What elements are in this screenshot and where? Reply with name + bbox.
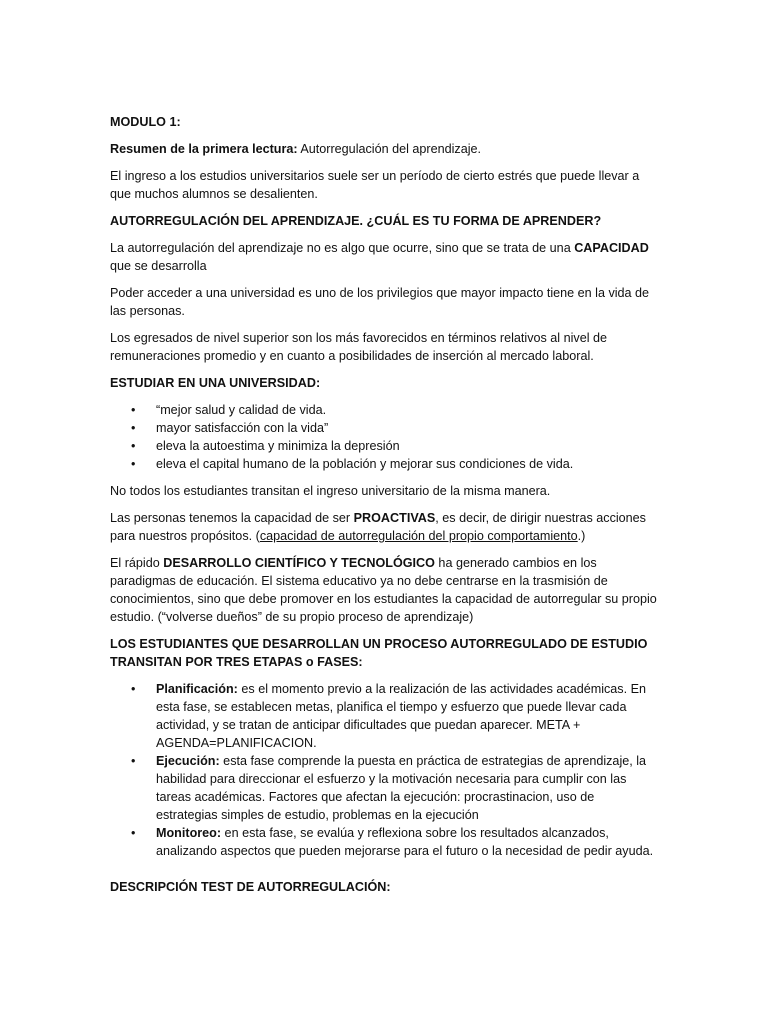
- paragraph-poder: Poder acceder a una universidad es uno de los privilegios que mayor impacto tiene en la vida de las personas.: [110, 286, 650, 318]
- heading-estudiar: ESTUDIAR EN UNA UNIVERSIDAD:: [110, 376, 321, 390]
- paragraph-proactivas: Las personas tenemos la capacidad de ser PROACTIVAS, es decir, de dirigir nuestras acciones para nuestros propósitos. (capacidad de autorregulación del propio comportamiento.): [110, 511, 646, 543]
- list-item: • eleva la autoestima y minimiza la depresión: [110, 437, 658, 455]
- paragraph-notodos: No todos los estudiantes transitan el ingreso universitario de la misma manera.: [110, 484, 551, 498]
- list-item-planificacion: • Planificación: es el momento previo a la realización de las actividades académicas. En esta fase, se establecen metas, planifica el tiempo y esfuerzo que puede llevar cada actividad, y se tratan de anticipar dificultades que puedan aparecer. META + AGENDA=PLANIFICACION.: [110, 680, 658, 752]
- heading-etapas: LOS ESTUDIANTES QUE DESARROLLAN UN PROCESO AUTORREGULADO DE ESTUDIO TRANSITAN POR TRES ETAPAS o FASES:: [110, 637, 648, 669]
- module-title: MODULO 1:: [110, 115, 181, 129]
- document-body: [110, 113, 658, 905]
- list-item: • “mejor salud y calidad de vida.: [110, 401, 658, 419]
- list-item: • mayor satisfacción con la vida”: [110, 419, 658, 437]
- list-item-ejecucion: • Ejecución: esta fase comprende la puesta en práctica de estrategias de aprendizaje, la habilidad para direccionar el esfuerzo y la motivación necesaria para cumplir con las tareas académicas. Factores que afectan la ejecución: procrastinacion, uso de estrategias simples de estudio, problemas en la ejecución: [110, 752, 658, 824]
- paragraph-egresados: Los egresados de nivel superior son los más favorecidos en términos relativos al nivel de remuneraciones promedio y en cuanto a posibilidades de inserción al mercado laboral.: [110, 331, 608, 363]
- underlined-phrase: capacidad de autorregulación del propio comportamiento: [259, 529, 578, 543]
- list-item-monitoreo: • Monitoreo: en esta fase, se evalúa y reflexiona sobre los resultados alcanzados, analizando aspectos que pueden mejorarse para el futuro o la necesidad de pedir ayuda.: [110, 824, 658, 860]
- fases-list: [110, 680, 658, 860]
- heading-test: DESCRIPCIÓN TEST DE AUTORREGULACIÓN:: [110, 880, 391, 894]
- heading-autorregulacion: AUTORREGULACIÓN DEL APRENDIZAJE. ¿CUÁL ES TU FORMA DE APRENDER?: [110, 214, 602, 228]
- paragraph-capacidad: La autorregulación del aprendizaje no es algo que ocurre, sino que se trata de una CAPACIDAD que se desarrolla: [110, 241, 649, 273]
- spacer: [110, 869, 658, 878]
- paragraph-desarrollo: El rápido DESARROLLO CIENTÍFICO Y TECNOLÓGICO ha generado cambios en los paradigmas de educación. El sistema educativo ya no debe centrarse en la trasmisión de conocimientos, sino que debe promover en los estudiantes la capacidad de autorregular su propio estudio. (“volverse dueños” de su propio proceso de aprendizaje): [110, 556, 657, 624]
- estudiar-list: [110, 401, 658, 473]
- summary-line: Resumen de la primera lectura: Autorregulación del aprendizaje.: [110, 142, 482, 156]
- list-item: • eleva el capital humano de la población y mejorar sus condiciones de vida.: [110, 455, 658, 473]
- paragraph-ingreso: El ingreso a los estudios universitarios suele ser un período de cierto estrés que puede llevar a que muchos alumnos se desalienten.: [110, 169, 640, 201]
